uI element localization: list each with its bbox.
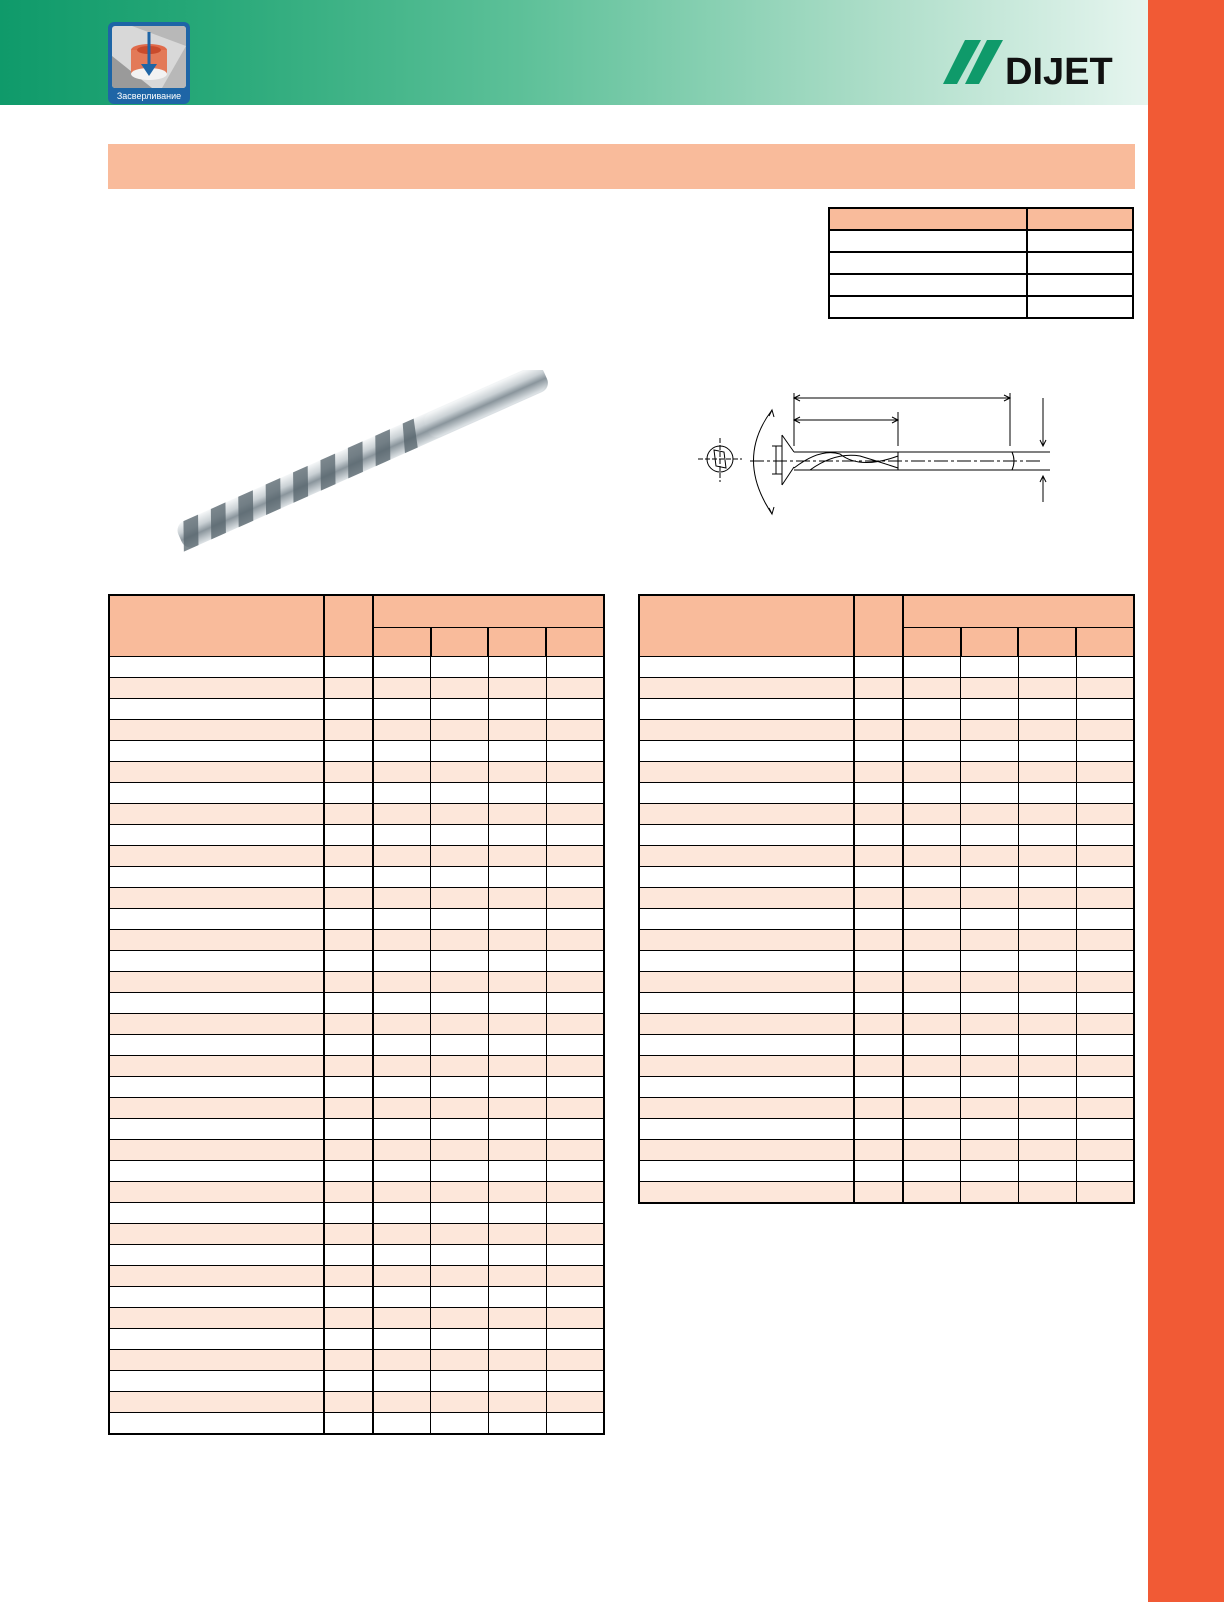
table-row	[639, 699, 1134, 720]
header-cell-dim	[488, 627, 546, 656]
spec-cell	[1027, 296, 1133, 318]
table-row	[109, 1287, 604, 1308]
spec-cell	[829, 230, 1027, 252]
table-row	[109, 1266, 604, 1287]
side-accent-bar	[1148, 0, 1224, 1602]
table-row	[109, 930, 604, 951]
spec-row	[829, 274, 1133, 296]
table-row	[109, 699, 604, 720]
table-row	[109, 972, 604, 993]
table-row	[109, 1350, 604, 1371]
table-row	[109, 741, 604, 762]
table-row	[109, 1224, 604, 1245]
table-row	[109, 1308, 604, 1329]
spec-row	[829, 252, 1133, 274]
drill-icon	[112, 26, 186, 88]
badge-label: Засверливание	[116, 91, 182, 101]
table-row	[109, 1077, 604, 1098]
spec-header-cell	[1027, 208, 1133, 230]
table-row	[639, 741, 1134, 762]
table-row	[639, 1098, 1134, 1119]
table-row	[109, 720, 604, 741]
table-row	[109, 909, 604, 930]
table-row	[639, 1056, 1134, 1077]
table-row	[109, 1014, 604, 1035]
table-row	[109, 867, 604, 888]
header-cell-stock	[324, 595, 373, 657]
spec-cell	[1027, 252, 1133, 274]
table-row	[109, 993, 604, 1014]
table-row	[109, 1329, 604, 1350]
header-cell-dimensions	[903, 595, 1134, 627]
table-row	[639, 1161, 1134, 1182]
drill-dimension-drawing	[690, 390, 1070, 530]
header-cell-dim	[1076, 627, 1134, 656]
table-row	[639, 909, 1134, 930]
logo-text: DIJET	[1005, 51, 1113, 88]
spec-cell	[1027, 274, 1133, 296]
spec-table	[828, 207, 1134, 319]
table-row	[639, 888, 1134, 909]
header-cell-dim	[1018, 627, 1076, 656]
table-row	[109, 1371, 604, 1392]
table-row	[109, 1182, 604, 1203]
spec-header-row	[829, 208, 1133, 230]
table-row	[109, 1203, 604, 1224]
left-dimension-table	[108, 594, 605, 1435]
section-title-bar	[108, 144, 1135, 189]
table-row	[109, 1035, 604, 1056]
table-row	[109, 783, 604, 804]
table-row	[639, 678, 1134, 699]
table-row	[109, 951, 604, 972]
header-cell-dim	[373, 627, 431, 656]
header-cell-dim	[431, 627, 489, 656]
table-row	[639, 867, 1134, 888]
table-row	[109, 1413, 604, 1435]
header-cell-dimensions	[373, 595, 604, 627]
table-row	[109, 1245, 604, 1266]
table-row	[639, 762, 1134, 783]
table-row	[109, 1098, 604, 1119]
table-row	[639, 951, 1134, 972]
spec-cell	[829, 296, 1027, 318]
table-row	[639, 825, 1134, 846]
table-row	[109, 825, 604, 846]
table-row	[639, 720, 1134, 741]
table-row	[109, 678, 604, 699]
table-row	[109, 762, 604, 783]
spec-cell	[829, 252, 1027, 274]
header-cell-dim	[961, 627, 1019, 656]
table-header-row	[639, 595, 1134, 627]
right-dimension-table	[638, 594, 1135, 1204]
table-header-row	[109, 595, 604, 627]
table-row	[109, 657, 604, 678]
spec-row	[829, 296, 1133, 318]
table-row	[639, 972, 1134, 993]
table-row	[109, 1119, 604, 1140]
table-row	[109, 846, 604, 867]
table-row	[109, 1161, 604, 1182]
table-row	[109, 1056, 604, 1077]
drill-product-photo	[170, 370, 570, 560]
spec-row	[829, 230, 1133, 252]
table-row	[109, 804, 604, 825]
table-row	[639, 846, 1134, 867]
table-row	[639, 657, 1134, 678]
table-row	[639, 993, 1134, 1014]
table-row	[109, 1140, 604, 1161]
header-cell-name	[109, 595, 324, 657]
header-cell-dim	[546, 627, 604, 656]
spec-header-cell	[829, 208, 1027, 230]
table-row	[639, 1077, 1134, 1098]
table-row	[639, 1140, 1134, 1161]
header-cell-name	[639, 595, 854, 657]
dijet-logo	[943, 38, 1135, 88]
table-row	[639, 1035, 1134, 1056]
table-row	[109, 888, 604, 909]
table-row	[639, 1119, 1134, 1140]
table-row	[639, 1014, 1134, 1035]
spec-cell	[1027, 230, 1133, 252]
table-row	[639, 1182, 1134, 1204]
table-row	[639, 804, 1134, 825]
header-cell-stock	[854, 595, 903, 657]
drilling-category-badge	[108, 22, 190, 104]
table-row	[639, 930, 1134, 951]
table-row	[639, 783, 1134, 804]
spec-cell	[829, 274, 1027, 296]
header-cell-dim	[903, 627, 961, 656]
table-row	[109, 1392, 604, 1413]
